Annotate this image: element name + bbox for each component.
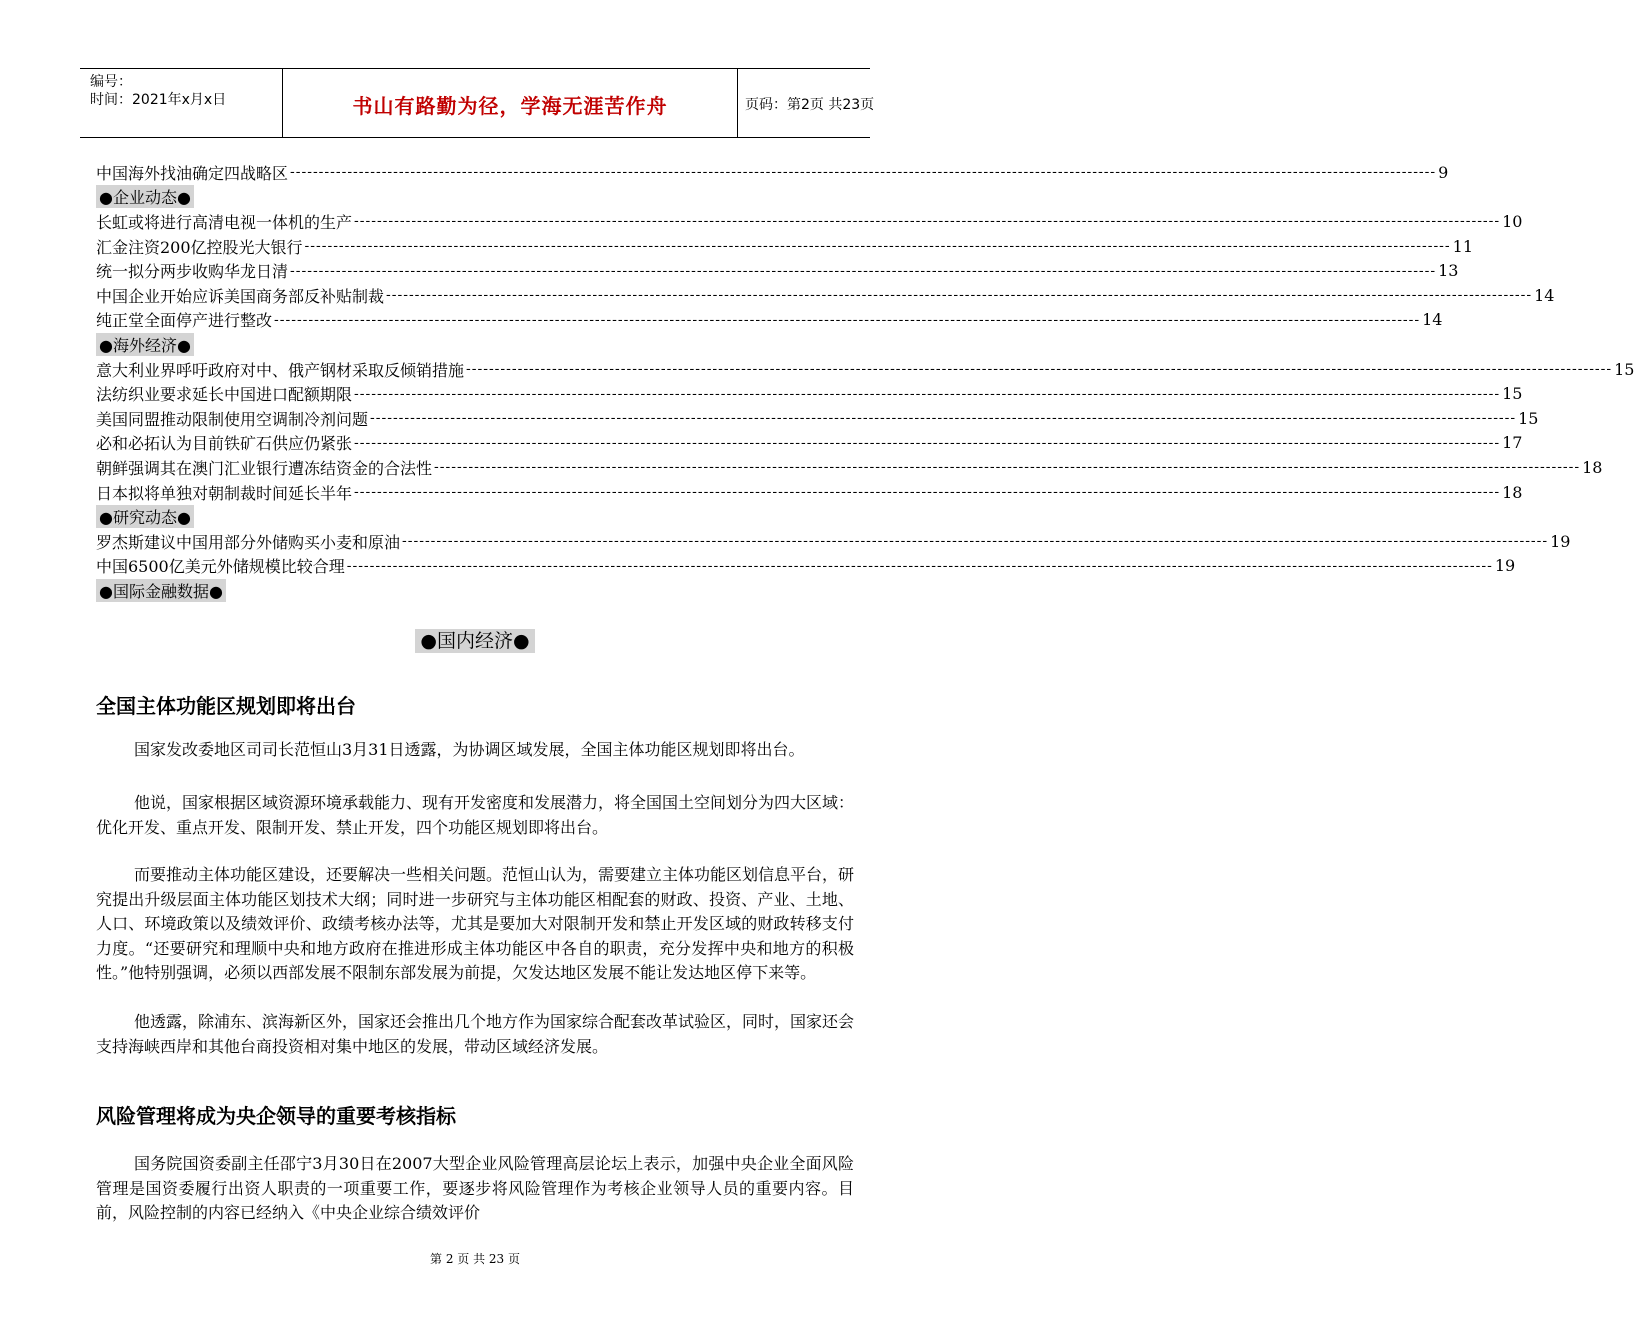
toc-category <box>96 578 856 603</box>
toc-item-page: 18 <box>1582 457 1603 477</box>
header-motto-cell <box>282 69 738 137</box>
toc-item-title: 必和必拓认为目前铁矿石供应仍紧张 <box>96 434 353 454</box>
toc-dot-leader: -------------------------------------------------------------------------------------------------------------------------------------------------------------------------------------------------------- <box>354 484 1501 501</box>
toc-category <box>96 185 856 210</box>
toc-item-title: 罗杰斯建议中国用部分外储购买小麦和原油 <box>96 532 401 552</box>
toc-item-page: 9 <box>1438 162 1449 182</box>
toc-dot-leader: -------------------------------------------------------------------------------------------------------------------------------------------------------------------------------------------------------- <box>354 385 1501 402</box>
toc-dot-leader: -------------------------------------------------------------------------------------------------------------------------------------------------------------------------------------------------------- <box>274 311 1421 328</box>
motto: 书山有路勤为径，学海无涯苦作舟 <box>352 94 668 118</box>
time-label: 时间：2021年x月x日 <box>90 92 227 108</box>
toc-item[interactable] <box>96 308 1443 333</box>
page-footer: 第 2 页 共 23 页 <box>430 1252 520 1266</box>
toc-dot-leader: -------------------------------------------------------------------------------------------------------------------------------------------------------------------------------------------------------- <box>386 287 1533 304</box>
toc-dot-leader: -------------------------------------------------------------------------------------------------------------------------------------------------------------------------------------------------------- <box>290 262 1437 279</box>
toc-item-page: 13 <box>1438 261 1459 281</box>
paragraph: 国务院国资委副主任邵宁3月30日在2007大型企业风险管理高层论坛上表示，加强中央企业全面风险管理是国资委履行出资人职责的一项重要工作，要逐步将风险管理作为考核企业领导人员的重要内容。目前，风险控制的内容已经纳入《中央企业综合绩效评价 <box>96 1154 854 1223</box>
toc-item[interactable] <box>96 234 1473 259</box>
toc-item[interactable] <box>96 283 1555 308</box>
toc-dot-leader: -------------------------------------------------------------------------------------------------------------------------------------------------------------------------------------------------------- <box>370 410 1517 427</box>
toc-category-label: ●企业动态● <box>96 185 194 208</box>
toc-item[interactable] <box>96 209 1523 234</box>
toc-item-title: 日本拟将单独对朝制裁时间延长半年 <box>96 483 353 503</box>
toc-item-page: 14 <box>1422 310 1443 330</box>
paragraph: 他说，国家根据区域资源环境承载能力、现有开发密度和发展潜力，将全国国土空间划分为四大区域：优化开发、重点开发、限制开发、禁止开发，四个功能区规划即将出台。 <box>96 793 855 837</box>
toc-category-label: ●国际金融数据● <box>96 579 226 602</box>
toc-category <box>96 332 856 357</box>
toc-item-page: 19 <box>1550 531 1571 551</box>
header-page-cell <box>737 69 875 137</box>
toc-item-title: 意大利业界呼吁政府对中、俄产钢材采取反倾销措施 <box>96 360 465 380</box>
header-meta <box>80 69 282 137</box>
toc-item-page: 15 <box>1614 359 1634 379</box>
toc-item-page: 11 <box>1452 236 1473 256</box>
number-label: 编号： <box>90 74 132 90</box>
toc-dot-leader: -------------------------------------------------------------------------------------------------------------------------------------------------------------------------------------------------------- <box>354 213 1501 230</box>
toc-category <box>96 504 856 529</box>
toc-item-page: 18 <box>1502 482 1523 502</box>
page-code: 页码：第2页 共23页 <box>745 97 875 113</box>
toc-item-title: 美国同盟推动限制使用空调制冷剂问题 <box>96 409 369 429</box>
toc-item[interactable] <box>96 431 1523 456</box>
toc-dot-leader: -------------------------------------------------------------------------------------------------------------------------------------------------------------------------------------------------------- <box>346 557 1493 574</box>
toc-dot-leader: -------------------------------------------------------------------------------------------------------------------------------------------------------------------------------------------------------- <box>466 361 1613 378</box>
toc-item[interactable] <box>96 455 1603 480</box>
toc-item-page: 10 <box>1502 211 1523 231</box>
toc-item[interactable] <box>96 480 1523 505</box>
toc-item-page: 14 <box>1534 285 1555 305</box>
paragraph: 国家发改委地区司司长范恒山3月31日透露，为协调区域发展，全国主体功能区规划即将出台。 <box>134 740 805 759</box>
article-title: 风险管理将成为央企领导的重要考核指标 <box>96 1104 456 1128</box>
toc-dot-leader: -------------------------------------------------------------------------------------------------------------------------------------------------------------------------------------------------------- <box>290 164 1437 181</box>
toc-item-title: 统一拟分两步收购华龙日清 <box>96 262 289 282</box>
toc-item-title: 纯正堂全面停产进行整改 <box>96 311 273 331</box>
toc-dot-leader: -------------------------------------------------------------------------------------------------------------------------------------------------------------------------------------------------------- <box>304 238 1451 255</box>
toc-item-title: 朝鲜强调其在澳门汇业银行遭冻结资金的合法性 <box>96 458 433 478</box>
toc-item-page: 17 <box>1502 433 1523 453</box>
toc-item-page: 15 <box>1518 408 1539 428</box>
toc-item[interactable] <box>96 406 1539 431</box>
toc-category-label: ●研究动态● <box>96 505 194 528</box>
toc-item[interactable] <box>96 554 1516 579</box>
toc-item[interactable] <box>96 381 1523 406</box>
toc-dot-leader: -------------------------------------------------------------------------------------------------------------------------------------------------------------------------------------------------------- <box>434 459 1581 476</box>
toc-item[interactable] <box>96 258 1459 283</box>
paragraph: 而要推动主体功能区建设，还要解决一些相关问题。范恒山认为，需要建立主体功能区划信息平台，研究提出升级层面主体功能区划技术大纲；同时进一步研究与主体功能区相配套的财政、投资、产业、土地、人口、环境政策以及绩效评价、政绩考核办法等，尤其是要加大对限制开发和禁止开发区域的财政转移支付力度。“还要研究和理顺中央和地方政府在推进形成主体功能区中各自的职责，充分发挥中央和地方的积极性。”他特别强调，必须以西部发展不限制东部发展为前提，欠发达地区发展不能让发达地区停下来等。 <box>96 865 855 983</box>
toc-item-title: 中国企业开始应诉美国商务部反补贴制裁 <box>96 286 385 306</box>
section-heading-label: ●国内经济● <box>415 629 534 653</box>
toc-item-title: 中国6500亿美元外储规模比较合理 <box>96 557 345 577</box>
toc-item[interactable] <box>96 529 1571 554</box>
article-title: 全国主体功能区规划即将出台 <box>96 694 356 718</box>
paragraph: 他透露，除浦东、滨海新区外，国家还会推出几个地方作为国家综合配套改革试验区，同时，国家还会支持海峡西岸和其他台商投资相对集中地区的发展，带动区域经济发展。 <box>96 1012 855 1056</box>
toc-item-title: 长虹或将进行高清电视一体机的生产 <box>96 212 353 232</box>
table-of-contents <box>96 160 1634 603</box>
toc-category-label: ●海外经济● <box>96 333 194 356</box>
toc-item[interactable] <box>96 160 1449 185</box>
toc-item[interactable] <box>96 357 1634 382</box>
toc-item-title: 汇金注资200亿控股光大银行 <box>96 237 303 257</box>
toc-dot-leader: -------------------------------------------------------------------------------------------------------------------------------------------------------------------------------------------------------- <box>354 434 1501 451</box>
toc-item-page: 15 <box>1502 384 1523 404</box>
toc-item-title: 中国海外找油确定四战略区 <box>96 163 289 183</box>
toc-item-page: 19 <box>1494 556 1516 576</box>
toc-dot-leader: -------------------------------------------------------------------------------------------------------------------------------------------------------------------------------------------------------- <box>402 533 1549 550</box>
toc-item-title: 法纺织业要求延长中国进口配额期限 <box>96 385 353 405</box>
page-header <box>80 68 875 138</box>
section-heading <box>0 626 950 653</box>
